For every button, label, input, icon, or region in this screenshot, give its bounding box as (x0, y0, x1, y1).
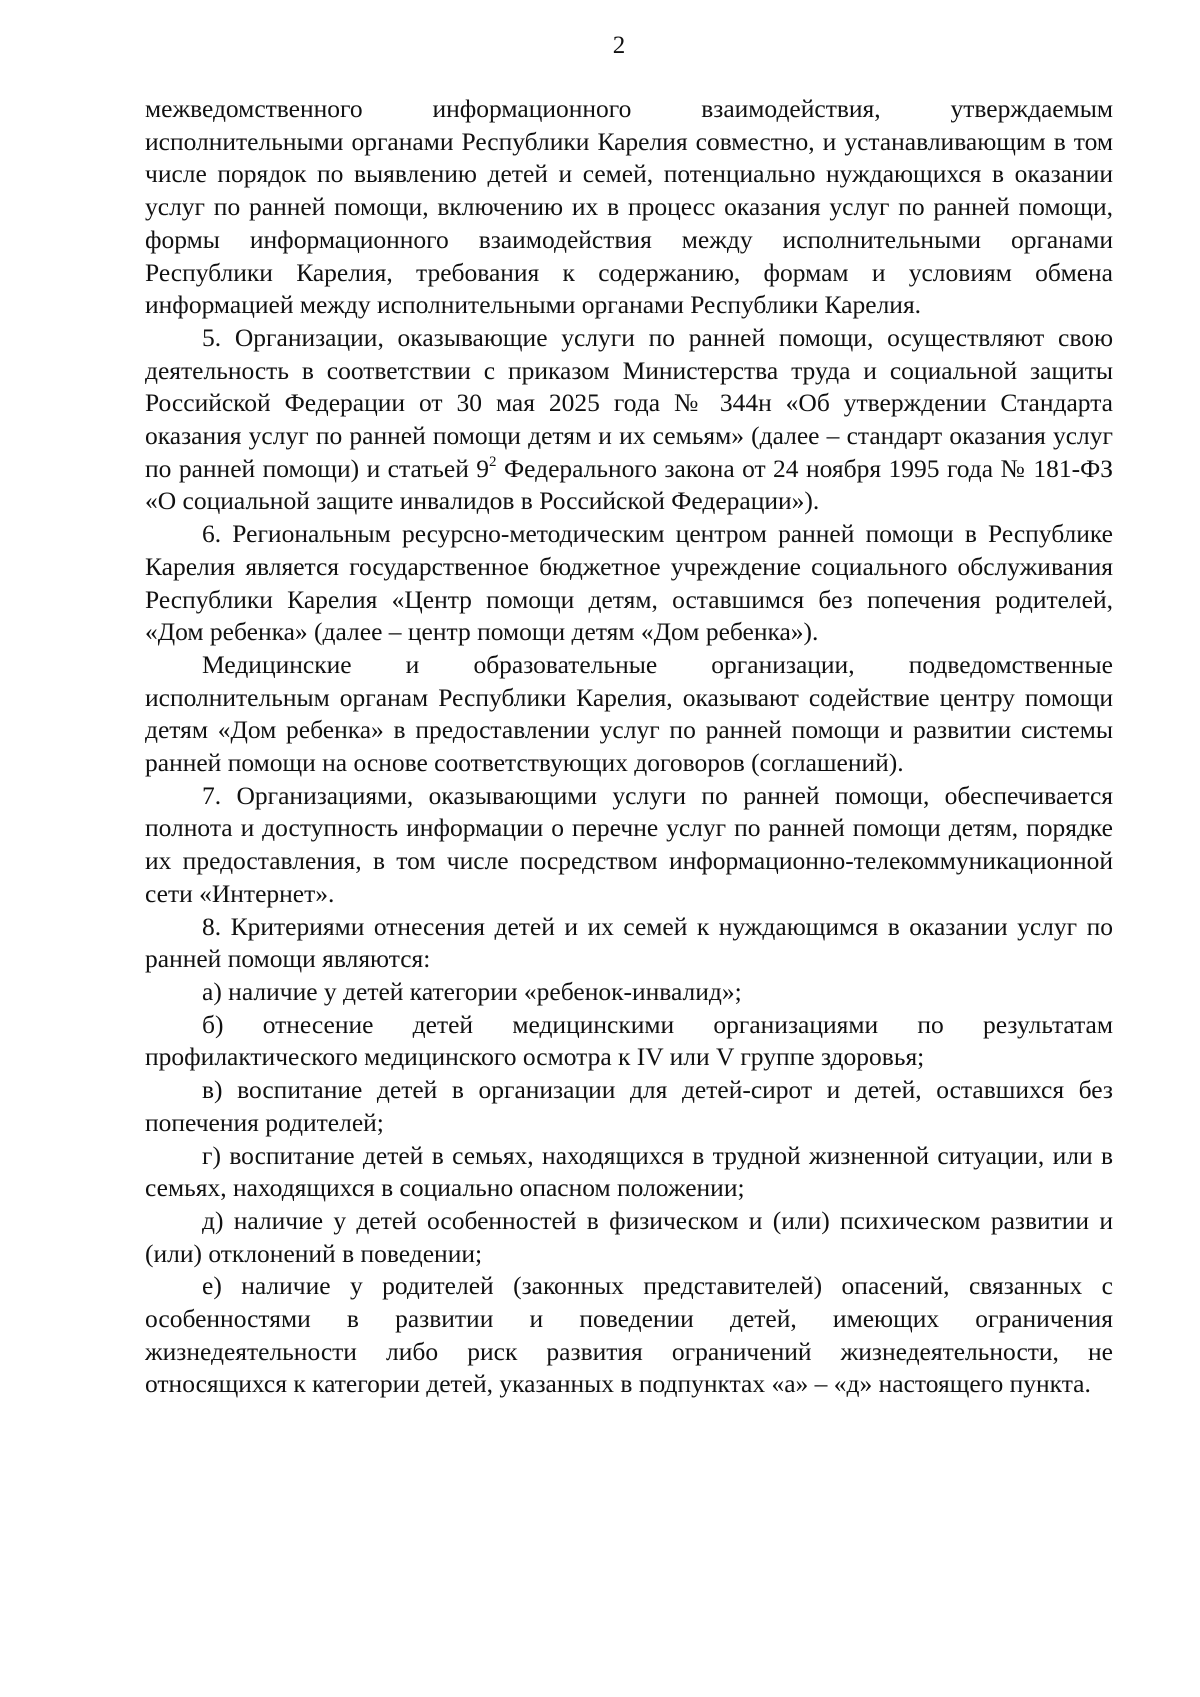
paragraph-item-8: 8. Критериями отнесения детей и их семей к нуждающимся в оказании услуг по ранней помощи являются: (145, 911, 1113, 974)
subitem-a: а) наличие у детей категории «ребенок-инвалид»; (202, 976, 742, 1006)
paragraph-item-6: 6. Региональным ресурсно-методическим центром ранней помощи в Республике Карелия является государственное бюджетное учреждение социального обслуживания Республики Карелия «Центр помощи детям, оставшимся без попечения родителей, «Дом ребенка» (далее – центр помощи детям «Дом ребенка»). (145, 519, 1113, 647)
paragraph-item-6-continued: Медицинские и образовательные организации, подведомственные исполнительным органам Республики Карелия, оказывают содействие центру помощи детям «Дом ребенка» в предоставлении услуг по ранней помощи и развитии системы ранней помощи на основе соответствующих договоров (соглашений). (145, 649, 1113, 778)
subitem-v: в) воспитание детей в организации для детей-сирот и детей, оставшихся без попечения родителей; (145, 1075, 1113, 1137)
article-superscript: 2 (489, 453, 497, 470)
paragraph-item-5-text: 5. Организации, оказывающие услуги по ранней помощи, осуществляют свою деятельность в соответствии с приказом Министерства труда и социальной защиты Российской Федерации от 30 мая 2025 года № 344н «Об утверждении Стандарта оказания услуг по ранней помощи детям и их семьям» (далее – стандарт оказания услуг по ранней помощи) и статьей 9 (145, 322, 1113, 483)
page-number: 2 (612, 32, 626, 59)
subitem-g: г) воспитание детей в семьях, находящихся в трудной жизненной ситуации, или в семьях, находящихся в социально опасном положении; (145, 1140, 1113, 1203)
subitem-d: д) наличие у детей особенностей в физическом и (или) психическом развитии и (или) отклонений в поведении; (145, 1205, 1113, 1268)
paragraph-item-5-text-end: Федерального закона от 24 ноября 1995 года № 181-ФЗ «О социальной защите инвалидов в Российской Федерации»). (145, 453, 1114, 516)
subitem-b: б) отнесение детей медицинскими организациями по результатам профилактического медицинского осмотра к IV или V группе здоровья; (145, 1009, 1113, 1072)
paragraph-continuation: межведомственного информационного взаимодействия, утверждаемым исполнительными органами Республики Карелия совместно, и устанавливающим в том числе порядок по выявлению детей и семей, потенциально нуждающихся в оказании услуг по ранней помощи, включению их в процесс оказания услуг по ранней помощи, формы информационного взаимодействия между исполнительными органами Республики Карелия, требования к содержанию, формам и условиям обмена информацией между исполнительными органами Республики Карелия. (145, 94, 1113, 320)
paragraph-item-5 (145, 322, 1113, 518)
paragraph-item-7: 7. Организациями, оказывающими услуги по ранней помощи, обеспечивается полнота и доступность информации о перечне услуг по ранней помощи детям, порядке их предоставления, в том числе посредством информационно-телекоммуникационной сети «Интернет». (145, 780, 1113, 908)
document-body (145, 93, 1113, 1401)
subitem-e: е) наличие у родителей (законных представителей) опасений, связанных с особенностями в развитии и поведении детей, имеющих ограничения жизнедеятельности либо риск развития ограничений жизнедеятельности, не относящихся к категории детей, указанных в подпунктах «а» – «д» настоящего пункта. (145, 1271, 1113, 1399)
